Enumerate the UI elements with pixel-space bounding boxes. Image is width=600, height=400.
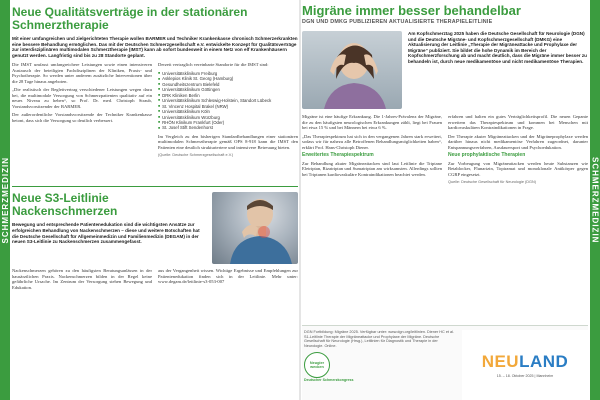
neugier-badge: Neugier wecken	[304, 352, 330, 378]
paragraph: „Das Therapiespektrum hat sich in den vergangenen Jahren stark erweitert, sodass wir für nahezu alle Betroffenen Behandlungsmöglichkeiten haben“, erklärt Prof. Hans-Christoph Diener.	[302, 133, 442, 150]
article-lead: Am Kopfschmerztag 2025 haben die Deutsche Gesellschaft für Neurologie (DGN) und die Deutsche Migräne- und Kopfschmerzgesellschaft (DMKG) eine Aktualisierung der Leitlinie „Therapie der Migräneattacke und Prophylaxe der Migräne“ publiziert. Sie bildet die hohe Dynamik im Bereich der Kopfschmerzforschung ab und macht deutlich, dass die Migräne immer besser zu behandeln ist, durch neue medikamentöse und nicht medikamentöse Therapien.	[408, 31, 587, 64]
left-page	[12, 0, 298, 400]
neuland-banner[interactable]	[462, 330, 588, 400]
list-item: ■ St. Josef Stift Sendenhorst	[158, 125, 298, 130]
paragraph: Der außerordentliche Vorstandsvorsitzende der Techniker Krankenkasse betont, dass sich die Versorgung so deutlich verbessert.	[12, 112, 152, 123]
list-item: ■ Asklepios Klinik St. Georg (Hamburg)	[158, 76, 298, 81]
woman-with-headache-illustration	[302, 31, 402, 109]
paragraph: aus der Vergangenheit wissen. Wichtige Ergebnisse und Empfehlungen zur Patientenedukation finden sich in der Leitlinie. Mehr unter: www.degam.de/leitlinie-s3-053-007	[158, 268, 298, 285]
list-item: ■ St. Vincenz Hospital Brakel (NRW)	[158, 104, 298, 109]
page-gutter	[299, 0, 301, 400]
neuland-logo	[482, 352, 569, 372]
list-item: ■ Universitätsklinikum Schleswig-Holstein, Standort Lübeck	[158, 98, 298, 103]
congress-advert	[302, 325, 588, 400]
section-band-text: SCHMERZMEDIZIN	[590, 156, 600, 244]
article-headline: Migräne immer besser behandelbar	[302, 3, 521, 18]
logo-part: LAND	[519, 352, 569, 371]
paragraph: Nackenschmerzen gehören zu den häufigsten Beratungsanlässen in der hausärztlichen Praxis. Nackenschmerzen bilden in der Regel keine gefährliche Ursache. Im Zentrum der Versorgung stehen Bewegung und Edukation.	[12, 268, 152, 290]
article-column	[158, 268, 298, 338]
migraine-photo	[302, 31, 402, 109]
list-item: ■ DRK Kliniken Berlin	[158, 93, 298, 98]
references-text: DGN Fortbildung: Migräne 2025. Verfügbar unter: www.dgn.org/leitlinien. Diener HC et al. S1-Leitlinie Therapie der Migräneattacke und Prophylaxe der Migräne. Deutsche Gesellschaft für Neurologie (Hrsg.), Leitlinien für Diagnostik und Therapie in der Neurologie. Online.	[304, 330, 455, 348]
references	[302, 330, 456, 400]
article-headline: Neue S3-Leitlinie Nackenschmerzen	[12, 191, 118, 219]
article-2	[12, 192, 298, 264]
logo-part: NEU	[481, 352, 520, 371]
list-item: ■ Gesundheitszentrum Bielefeld	[158, 82, 298, 87]
paragraph: Im Vergleich zu den bisherigen Standardbehandlungen einer stationären multimodalen Schmerztherapie gemäß OPS 8-918 kann die IMST den Patienten eine deutlich strukturiertere und intensivere Betreuung bieten.	[158, 133, 298, 150]
article-2-text	[12, 192, 206, 264]
congress-dates: 15. – 18. Oktober 2025 | Mannheim	[496, 374, 554, 378]
paragraph: Der Therapie akuter Migräneattacken und der Migräneprophylaxe werden darüber hinaus nicht medikamentöse Verfahren zugeordnet, darunter Entspannungsverfahren, Ausdauersport und Psychoedukation.	[448, 133, 588, 150]
list-item: ■ RHÖN Klinikum Frankfurt (Oder)	[158, 120, 298, 125]
paragraph: Derzeit vertraglich vereinbarte Standorte für die IMST sind:	[158, 62, 269, 68]
right-page	[302, 0, 588, 400]
article-column	[158, 62, 298, 180]
section-band-text: SCHMERZMEDIZIN	[0, 156, 10, 244]
article-column	[302, 114, 442, 322]
paragraph: Zur Behandlung akuter Migräneattacken sind laut Leitlinie die Triptane Eletriptan, Rizatriptan und Sumatriptan am wirksamsten. Allerdings sollten bei Triptanen kardiovaskuläre Kontraindikationen beachtet werden.	[302, 160, 442, 177]
paragraph: erfahren und halten ein gutes Verträglichkeitsprofil. Die neuen Gepante erweitern das Therapiespektrum und kommen bei Menschen mit kardiovaskulären Kontraindikationen in Frage.	[448, 114, 588, 130]
article-2-body	[12, 268, 298, 338]
site-list	[158, 71, 298, 131]
article-column	[12, 62, 152, 180]
article-body	[12, 62, 298, 180]
source-credit: (Quelle: Deutsche Schmerzgesellschaft e.V.)	[158, 153, 234, 158]
list-item: ■ Universitätsklinikum Göttingen	[158, 87, 298, 92]
neck-pain-photo	[212, 192, 298, 264]
article-column	[448, 114, 588, 322]
list-item: ■ Universitätsklinikum Würzburg	[158, 115, 298, 120]
section-band-left	[0, 0, 10, 400]
paragraph: Zur Vorbeugung von Migräneattacken werden heute Substanzen wie Betablocker, Flunarizin, Topiramat und monoklonale Antikörper gegen CGRP eingesetzt.	[448, 160, 588, 177]
article-column	[12, 268, 152, 338]
section-subhead: Erweitertes Therapiespektrum	[302, 152, 374, 158]
person-holding-neck-illustration	[212, 192, 298, 264]
article-lead: Mit einer umfangreichen und zielgerichteten Therapie wollen BARMER und Techniker Krankenkasse chronisch Schmerzerkrankten eine bessere Behandlung ermöglichen. Das mit der Deutschen Schmerzgesellschaft e.V. entwickelte Konzept für Qualitätsverträge zur interdisziplinären multimodalen Schmerztherapie (IMST) kann ab sofort bundesweit in einem Netz von elf Krankenhäusern genutzt werden. Langfristig sind bis zu 28 Standorte geplant.	[12, 36, 298, 58]
article-subheadline: DGN UND DMKG PUBLIZIEREN AKTUALISIERTE THERAPIELEITLINIE	[302, 19, 493, 25]
congress-name: Deutscher Schmerzkongress	[304, 378, 354, 383]
article-intro	[302, 31, 588, 109]
list-item: ■ Universitätsklinikum Köln	[158, 109, 298, 114]
paragraph: Die IMST umfasst umfangreichere Leistungen sowie einen intensiveren Austausch der beteiligten Fachdisziplinen der Kliniken, Praxis- und Psychotherapie. So werden unter anderem zusätzliche Interventionen über die 28 Tage hinaus angeboten.	[12, 62, 152, 84]
list-item: ■ Universitätsklinikum Freiburg	[158, 71, 298, 76]
article-body	[302, 114, 588, 322]
section-divider	[12, 186, 298, 187]
source-credit: Quelle: Deutsche Gesellschaft für Neurologie (DGN)	[448, 180, 536, 184]
paragraph: „Die realistisch der Begleitvertrag verschiedener Leistungen wegen dazu bei, die multimodale Versorgung von Schmerzpatienten qualitativ auf ein neues Niveau zu heben“, so Prof. Dr. med. Christoph Straub, Vorstandsvorsitzender der BARMER.	[12, 87, 152, 109]
section-band-right	[590, 0, 600, 400]
section-subhead: Neue prophylaktische Therapien	[448, 152, 526, 158]
article-headline: Neue Qualitätsverträge in der stationären Schmerztherapie	[12, 5, 248, 32]
paragraph: Migräne ist eine häufige Erkrankung. Die 1-Jahres-Prävalenz der Migräne, die zu den häufigsten neurologischen Erkrankungen zählt, liegt bei Frauen bei etwa 15 % und bei Männern bei etwa 6 %.	[302, 114, 442, 130]
article-lead: Bewegung und entsprechende Patientenedukation sind die wichtigsten Ansätze zur erfolgreichen Behandlung von Nackenschmerzen – diese und weitere Botschaften hat die Deutsche Gesellschaft für Allgemeinmedizin und Familienmedizin (DEGAM) in der neuen S3-Leitlinie zu Nackenschmerzen zusammengefasst.	[12, 222, 200, 245]
